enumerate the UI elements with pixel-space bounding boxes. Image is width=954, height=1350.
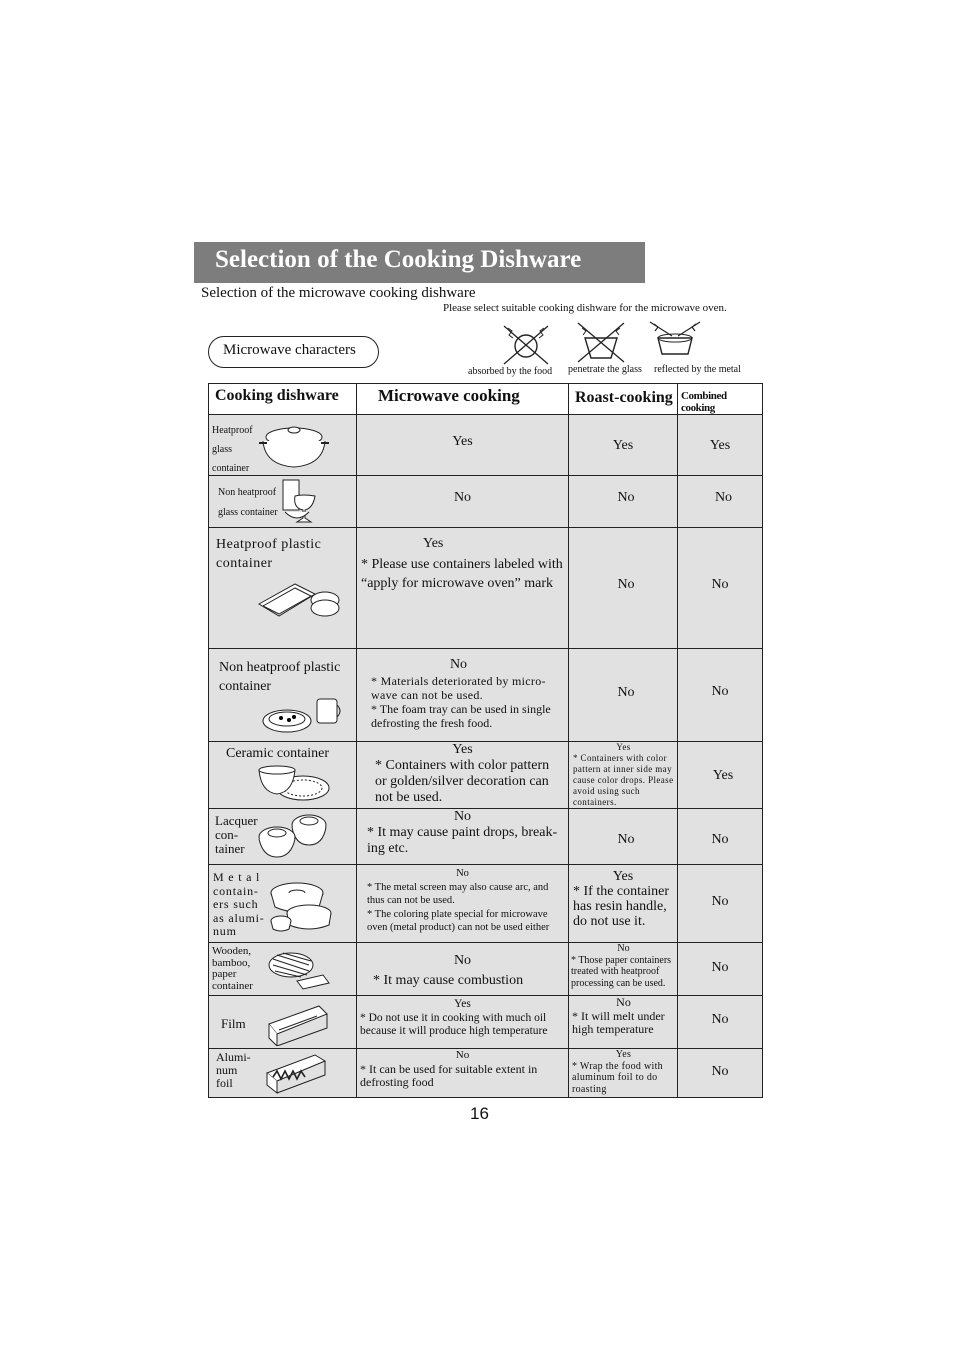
foam-tray-illustration bbox=[261, 695, 343, 735]
roast-value: No bbox=[617, 832, 635, 847]
dish-line: container bbox=[212, 979, 253, 992]
dish-line: bamboo, bbox=[212, 956, 251, 969]
roast-value: Yes bbox=[615, 1049, 632, 1060]
page-number: 16 bbox=[470, 1104, 489, 1123]
table-row bbox=[209, 1049, 763, 1098]
roast-value: No bbox=[617, 943, 630, 954]
microwave-value: Yes bbox=[452, 434, 473, 449]
table-row bbox=[209, 528, 763, 649]
glassware-illustration bbox=[279, 478, 321, 526]
header-dishware: Cooking dishware bbox=[209, 384, 357, 415]
roast-note: * Those paper containers treated with heatproof processing can be used. bbox=[571, 954, 672, 989]
microwave-note: * Do not use it in cooking with much oil because it will produce high temperature bbox=[360, 1011, 548, 1037]
microwave-value: No bbox=[456, 868, 469, 879]
roast-value: No bbox=[616, 995, 631, 1009]
combined-value: No bbox=[711, 832, 729, 847]
dish-line: glass container bbox=[218, 507, 278, 518]
roast-value: No bbox=[617, 577, 635, 592]
microwave-value: No bbox=[449, 657, 468, 672]
table-row bbox=[209, 476, 763, 528]
penetrate-icon bbox=[575, 320, 627, 364]
microwave-note: * The foam tray can be used in single defrosting the fresh food. bbox=[371, 702, 551, 730]
table-row bbox=[209, 809, 763, 865]
dish-line: num bbox=[213, 924, 237, 938]
combined-value: No bbox=[711, 1064, 729, 1079]
title-banner bbox=[194, 242, 645, 283]
table-row bbox=[209, 649, 763, 742]
ceramic-bowl-illustration bbox=[255, 762, 333, 806]
header-microwave: Microwave cooking bbox=[357, 384, 569, 415]
dishware-table bbox=[208, 383, 763, 1098]
microwave-value: No bbox=[453, 953, 472, 968]
microwave-characters-label: Microwave characters bbox=[208, 336, 379, 368]
combined-value: No bbox=[711, 577, 729, 592]
combined-value: Yes bbox=[712, 768, 734, 783]
header-combined: Combined cooking bbox=[678, 384, 763, 415]
roast-note: * It will melt under high temperature bbox=[572, 1008, 665, 1036]
roast-value: No bbox=[617, 685, 635, 700]
dish-line: con- bbox=[215, 827, 239, 842]
dish-line: Alumi- bbox=[216, 1050, 251, 1064]
dish-line: tainer bbox=[215, 841, 245, 856]
roast-note: * Containers with color pattern at inner side may cause color drops. Please avoid using such containers. bbox=[573, 753, 674, 807]
dish-line: glass bbox=[212, 444, 232, 455]
reflected-icon bbox=[646, 320, 704, 360]
dish-label: Ceramic container bbox=[226, 746, 330, 761]
table-header-row bbox=[209, 384, 763, 415]
absorbed-icon bbox=[500, 322, 552, 366]
dish-line: Heatproof bbox=[212, 425, 253, 436]
table-row bbox=[209, 943, 763, 996]
dish-line: container bbox=[212, 463, 250, 474]
microwave-note: * It may cause combustion bbox=[373, 973, 524, 988]
dish-line: Lacquer bbox=[215, 813, 258, 828]
dish-line: foil bbox=[216, 1076, 233, 1090]
microwave-value: No bbox=[453, 809, 472, 824]
microwave-note: * Materials deteriorated by micro-wave can not be used. bbox=[371, 674, 546, 702]
subtitle: Selection of the microwave cooking dishware bbox=[201, 285, 476, 301]
combined-value: No bbox=[711, 684, 729, 699]
dish-line: Non heatproof bbox=[218, 487, 277, 498]
microwave-note: * The metal screen may also cause arc, and thus can not be used. bbox=[367, 881, 549, 906]
header-roast: Roast-cooking bbox=[569, 384, 678, 415]
metal-pan-illustration bbox=[267, 877, 337, 935]
combined-value: Yes bbox=[709, 438, 731, 453]
roast-note: * If the container has resin handle, do not use it. bbox=[573, 884, 670, 929]
dish-label: Film bbox=[221, 1016, 246, 1031]
roast-value: Yes bbox=[616, 742, 631, 752]
dish-line: num bbox=[216, 1063, 238, 1077]
table-row bbox=[209, 996, 763, 1049]
aluminum-foil-illustration bbox=[263, 1051, 329, 1095]
combined-value: No bbox=[711, 960, 729, 975]
roast-value: Yes bbox=[612, 438, 634, 453]
combined-value: No bbox=[714, 490, 733, 505]
microwave-value: No bbox=[453, 490, 472, 505]
microwave-value: Yes bbox=[454, 998, 471, 1010]
table-row bbox=[209, 865, 763, 943]
microwave-note: * Containers with color pattern or golden/silver decoration can not be used. bbox=[375, 758, 550, 805]
caption-reflected: reflected by the metal bbox=[654, 364, 741, 375]
microwave-note: * The coloring plate special for microwave oven (metal product) can not be used either bbox=[367, 908, 550, 933]
caption-penetrate: penetrate the glass bbox=[568, 364, 642, 375]
film-roll-illustration bbox=[265, 1000, 331, 1046]
microwave-value: No bbox=[455, 1049, 470, 1061]
combined-value: No bbox=[711, 1012, 729, 1027]
page-title: Selection of the Cooking Dishware bbox=[215, 246, 582, 273]
roast-note: * Wrap the food with aluminum foil to do roasting bbox=[572, 1060, 663, 1095]
table-row bbox=[209, 415, 763, 476]
microwave-note: * It can be used for suitable extent in defrosting food bbox=[360, 1061, 538, 1089]
instruction-text: Please select suitable cooking dishware for the microwave oven. bbox=[443, 302, 727, 314]
microwave-value: Yes bbox=[423, 536, 444, 551]
roast-value: No bbox=[617, 490, 635, 505]
bamboo-basket-illustration bbox=[267, 947, 331, 993]
glass-casserole-illustration bbox=[257, 421, 331, 471]
table-row bbox=[209, 742, 763, 809]
dish-line: ers such bbox=[213, 897, 259, 911]
lacquer-bowl-illustration bbox=[257, 811, 331, 861]
caption-absorbed: absorbed by the food bbox=[468, 366, 553, 377]
dish-line: contain- bbox=[213, 883, 259, 898]
dish-line: container bbox=[219, 679, 272, 694]
microwave-note: * It may cause paint drops, break-ing etc. bbox=[367, 825, 558, 856]
dish-line: container bbox=[216, 556, 273, 571]
combined-value: No bbox=[711, 894, 729, 909]
roast-value: Yes bbox=[612, 869, 634, 884]
microwave-note: * Please use containers labeled with “apply for microwave oven” mark bbox=[361, 557, 563, 591]
dish-line: Non heatproof plastic bbox=[219, 660, 341, 675]
dish-line: paper bbox=[212, 968, 237, 980]
dish-line: as alumi- bbox=[213, 910, 265, 925]
dish-line: Heatproof plastic bbox=[216, 537, 322, 552]
plastic-container-illustration bbox=[255, 578, 343, 622]
dish-line: Wooden, bbox=[212, 945, 252, 957]
microwave-value: Yes bbox=[452, 742, 473, 757]
dish-line: M e t a l bbox=[213, 870, 261, 884]
